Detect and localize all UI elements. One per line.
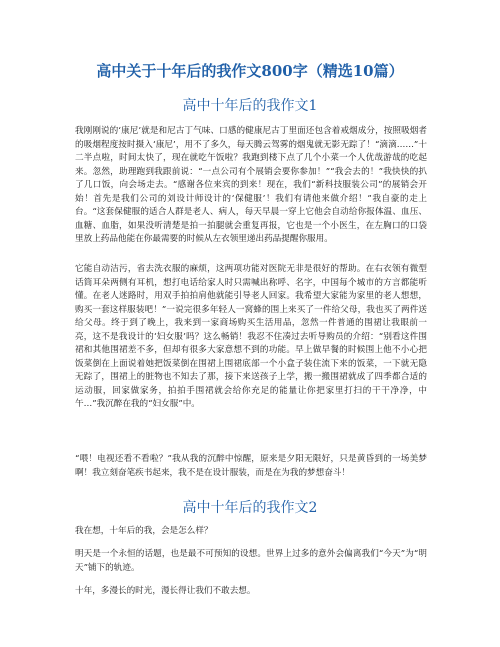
document-title: 高中关于十年后的我作文800字（精选10篇） [96, 62, 404, 80]
paragraph-2-2: 明天是一个永恒的话题，也是最不可预知的设想。世界上过多的意外会偏离我们“今天”为“明天”铺下的轨迹。 [75, 549, 427, 573]
paragraph-1-3: “喂！电视还看不看啦？”我从我的沉醉中惊醒，原来是夕阳无限好，只是黄昏到的一场美梦啊！我立刻奋笔疾书起来，我不是在设计服装，而是在为我的梦想奋斗！ [75, 454, 427, 478]
paragraph-1-2: 它能自动洁污，省去洗衣服的麻烦，这两项功能对医院无非是很好的帮助。在右衣领有微型话筒耳朵两侧有耳机，想打电话给家人时只需喊出称呼、名字，中国每个城市的方言都能听懂。在老人迷路时，用双手拍拍肩他就能引导老人回家。我希望大家能为家里的老人想想，购买一套这样服装吧！”一说完很多年轻人一窝蜂的围上来买了一件给父母，我也买了两件送给父母。终于到了晚上，我来到一家商场购买生活用品，忽然一件普通的围裙让我眼前一亮，这不是我设计的‘妇女服’吗？这么畅销！我忍不住凑过去听导购员的介绍：“别看这件围裙和其他围裙差不多，但却有很多大家意想不到的功能。早上做早餐的时候围上他不小心把饭菜倒在上面说着她把饭菜倒在围裙上围裙底部一个小盒子装住流下来的饭菜，一下就无隐无踪了，围裙上的脏物也不知去了那，接下来送孩子上学，搬一搬围裙就成了四季都合适的运动服，回家做家务，拍拍手围裙就会给你充足的能量让你把家里打扫的干干净净，中午…”我沉醉在我的“妇女服”中。 [75, 264, 427, 409]
paragraph-2-3: 十年，多漫长的时光，漫长得让我们不敢去想。 [75, 586, 256, 596]
paragraph-2-1: 我在想，十年后的我，会是怎么样？ [75, 526, 213, 536]
section-heading-2: 高中十年后的我作文2 [182, 500, 318, 516]
section-heading-1: 高中十年后的我作文1 [182, 98, 318, 114]
paragraph-1-1: 我刚刚说的‘康尼’就是和尼古丁气味、口感的健康尼古丁里面还包含着戒烟成分，按照吸烟者的吸烟程度按时摄入‘康尼’，用不了多久，每天腾云驾雾的烟鬼就无影无踪了！“滴滴……”十二半点啦，时间太快了，现在就吃午饭啦？我跑到楼下点了几个小菜一个人优哉游哉的吃起来。忽然，助理跑到我跟前说：“一点公司有个展销会要你参加！”“我会去的！”我快快的扒了几口饭，向会场走去。“感谢各位来宾的到来！现在，我们“新科技服装公司”的展销会开始！首先是我们公司的刘设计师设计的‘保健服’！我们有请他来做介绍！”我自豪的走上台。“这套保健服的适合人群是老人、病人，每天早晨一穿上它他会自动给你报体温、血压、血糖、血脂，如果没听清楚是拍一拍腿就会重复再报，它也是一个小医生，在左胸口的口袋里放上药品他能在你最需要的时候从左衣领里递出药品提醒你服用。 [75, 126, 427, 244]
